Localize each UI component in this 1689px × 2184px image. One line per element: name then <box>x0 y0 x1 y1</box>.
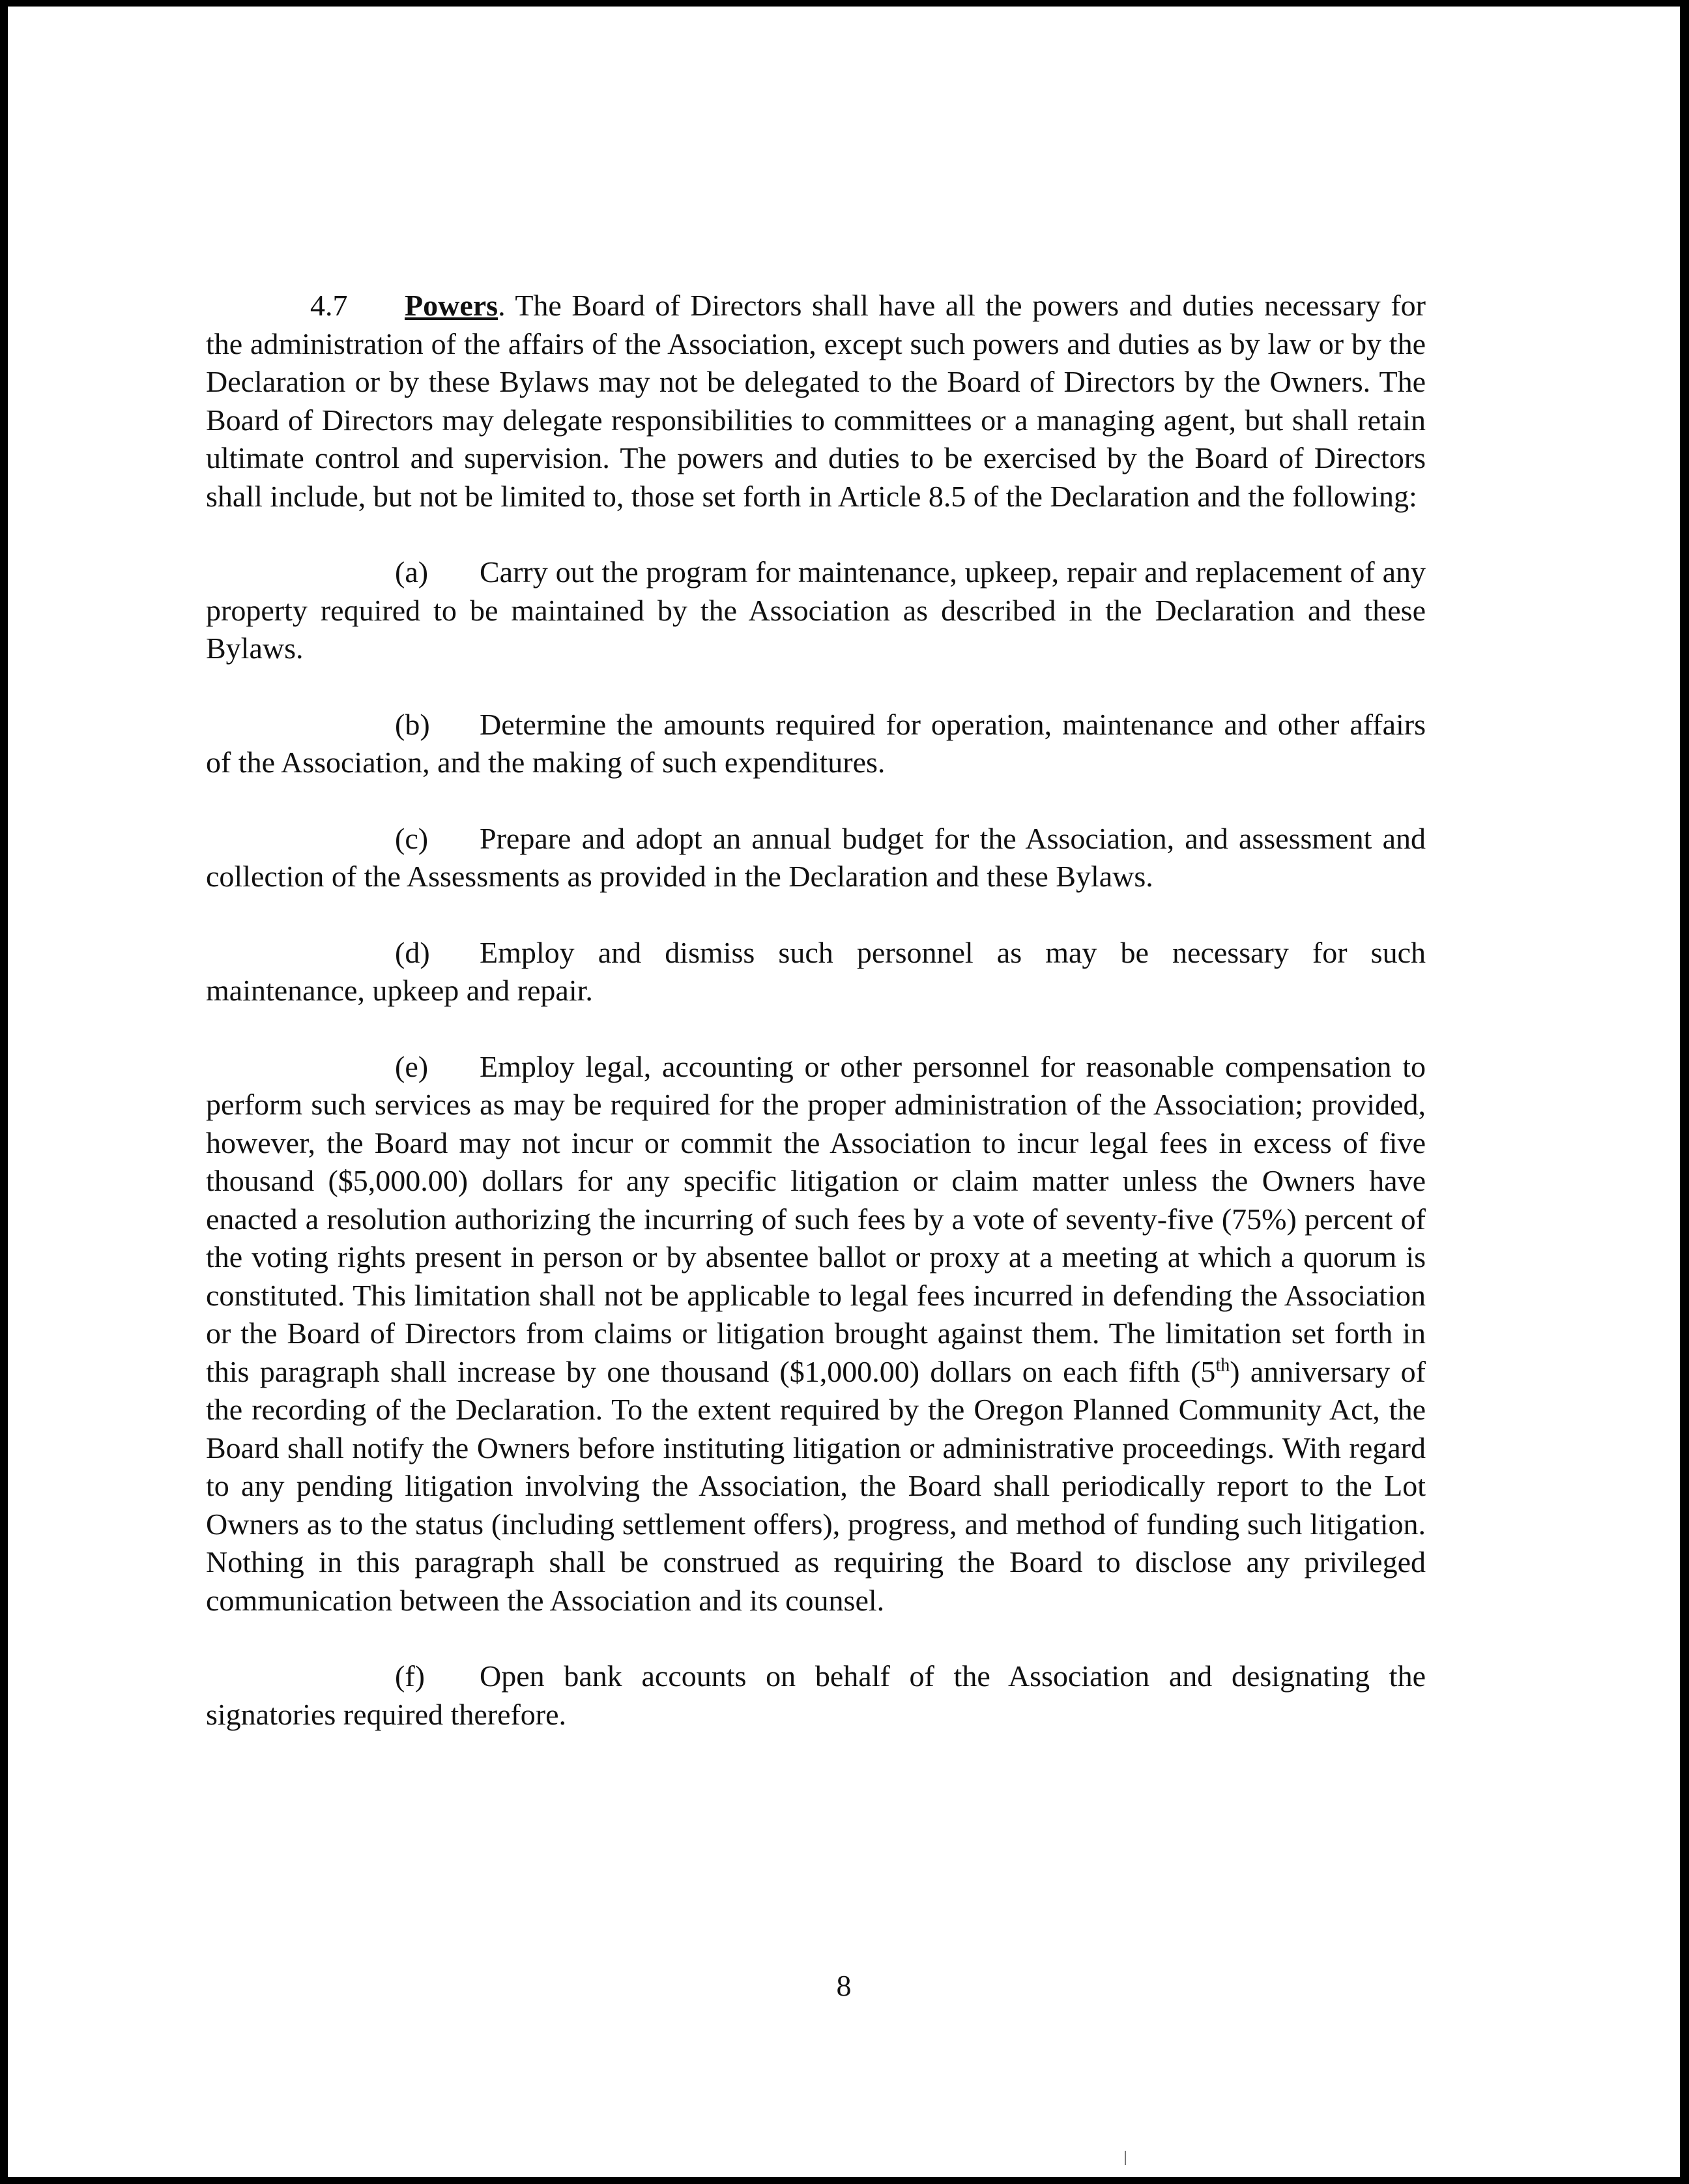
section-paragraph <box>206 287 1426 516</box>
item-label: (d) <box>395 935 430 969</box>
list-item <box>206 706 1426 782</box>
item-text: Open bank accounts on behalf of the Association and designating the signatories required therefore. <box>206 1659 1426 1731</box>
list-item <box>206 934 1426 1010</box>
item-text: Determine the amounts required for operation, maintenance and other affairs of the Association, and the making of such expenditures. <box>206 707 1426 779</box>
document-page <box>8 7 1680 2177</box>
item-label: (b) <box>395 707 430 741</box>
item-label: (f) <box>395 1659 425 1693</box>
item-label: (c) <box>395 821 429 855</box>
item-text: Carry out the program for maintenance, upkeep, repair and replacement of any property required to be maintained by the Association as described in the Declaration and these Bylaws. <box>206 555 1426 665</box>
list-item <box>206 1657 1426 1734</box>
list-item <box>206 820 1426 896</box>
ordinal-superscript: th <box>1215 1355 1230 1376</box>
section-text: The Board of Directors shall have all the powers and duties necessary for the administration of the affairs of the Association, except such powers and duties as by law or by the Declaration or by these Bylaws may not be delegated to the Board of Directors by the Owners. The Board of Directors may delegate responsibilities to committees or a managing agent, but shall retain ultimate control and supervision. The powers and duties to be exercised by the Board of Directors shall include, but not be limited to, those set forth in Article 8.5 of the Declaration and the following: <box>206 289 1426 513</box>
section-heading: Powers <box>405 289 498 322</box>
item-text-part-1: Employ legal, accounting or other personnel for reasonable compensation to perform such services as may be required for the proper administration of the Association; provided, however, the Board may not incur or commit the Association to incur legal fees in excess of five thousand ($5,000.00) dollars for any specific litigation or claim matter unless the Owners have enacted a resolution authorizing the incurring of such fees by a vote of seventy-five (75%) percent of the voting rights present in person or by absentee ballot or proxy at a meeting at which a quorum is constituted. This limitation shall not be applicable to legal fees incurred in defending the Association or the Board of Directors from claims or litigation brought against them. The limitation set forth in this paragraph shall increase by one thousand ($1,000.00) dollars on each fifth (5 <box>206 1049 1426 1388</box>
list-item <box>206 553 1426 668</box>
item-text: Prepare and adopt an annual budget for the Association, and assessment and collection of the Assessments as provided in the Declaration and these Bylaws. <box>206 821 1426 893</box>
item-label: (a) <box>395 555 429 589</box>
section-number: 4.7 <box>310 289 348 322</box>
list-item <box>206 1048 1426 1620</box>
document-body <box>206 287 1426 1771</box>
section-heading-punctuation: . <box>498 289 506 322</box>
item-text: Employ and dismiss such personnel as may be necessary for such maintenance, upkeep and repair. <box>206 935 1426 1007</box>
scan-artifact <box>1125 2151 1126 2165</box>
page-number: 8 <box>836 1969 852 2002</box>
item-label: (e) <box>395 1049 429 1083</box>
item-text-part-2: ) anniversary of the recording of the Declaration. To the extent required by the Oregon Planned Community Act, the Board shall notify the Owners before instituting litigation or administrative proceedings. With regard to any pending litigation involving the Association, the Board shall periodically report to the Lot Owners as to the status (including settlement offers), progress, and method of funding such litigation. Nothing in this paragraph shall be construed as requiring the Board to disclose any privileged communication between the Association and its counsel. <box>206 1354 1426 1617</box>
